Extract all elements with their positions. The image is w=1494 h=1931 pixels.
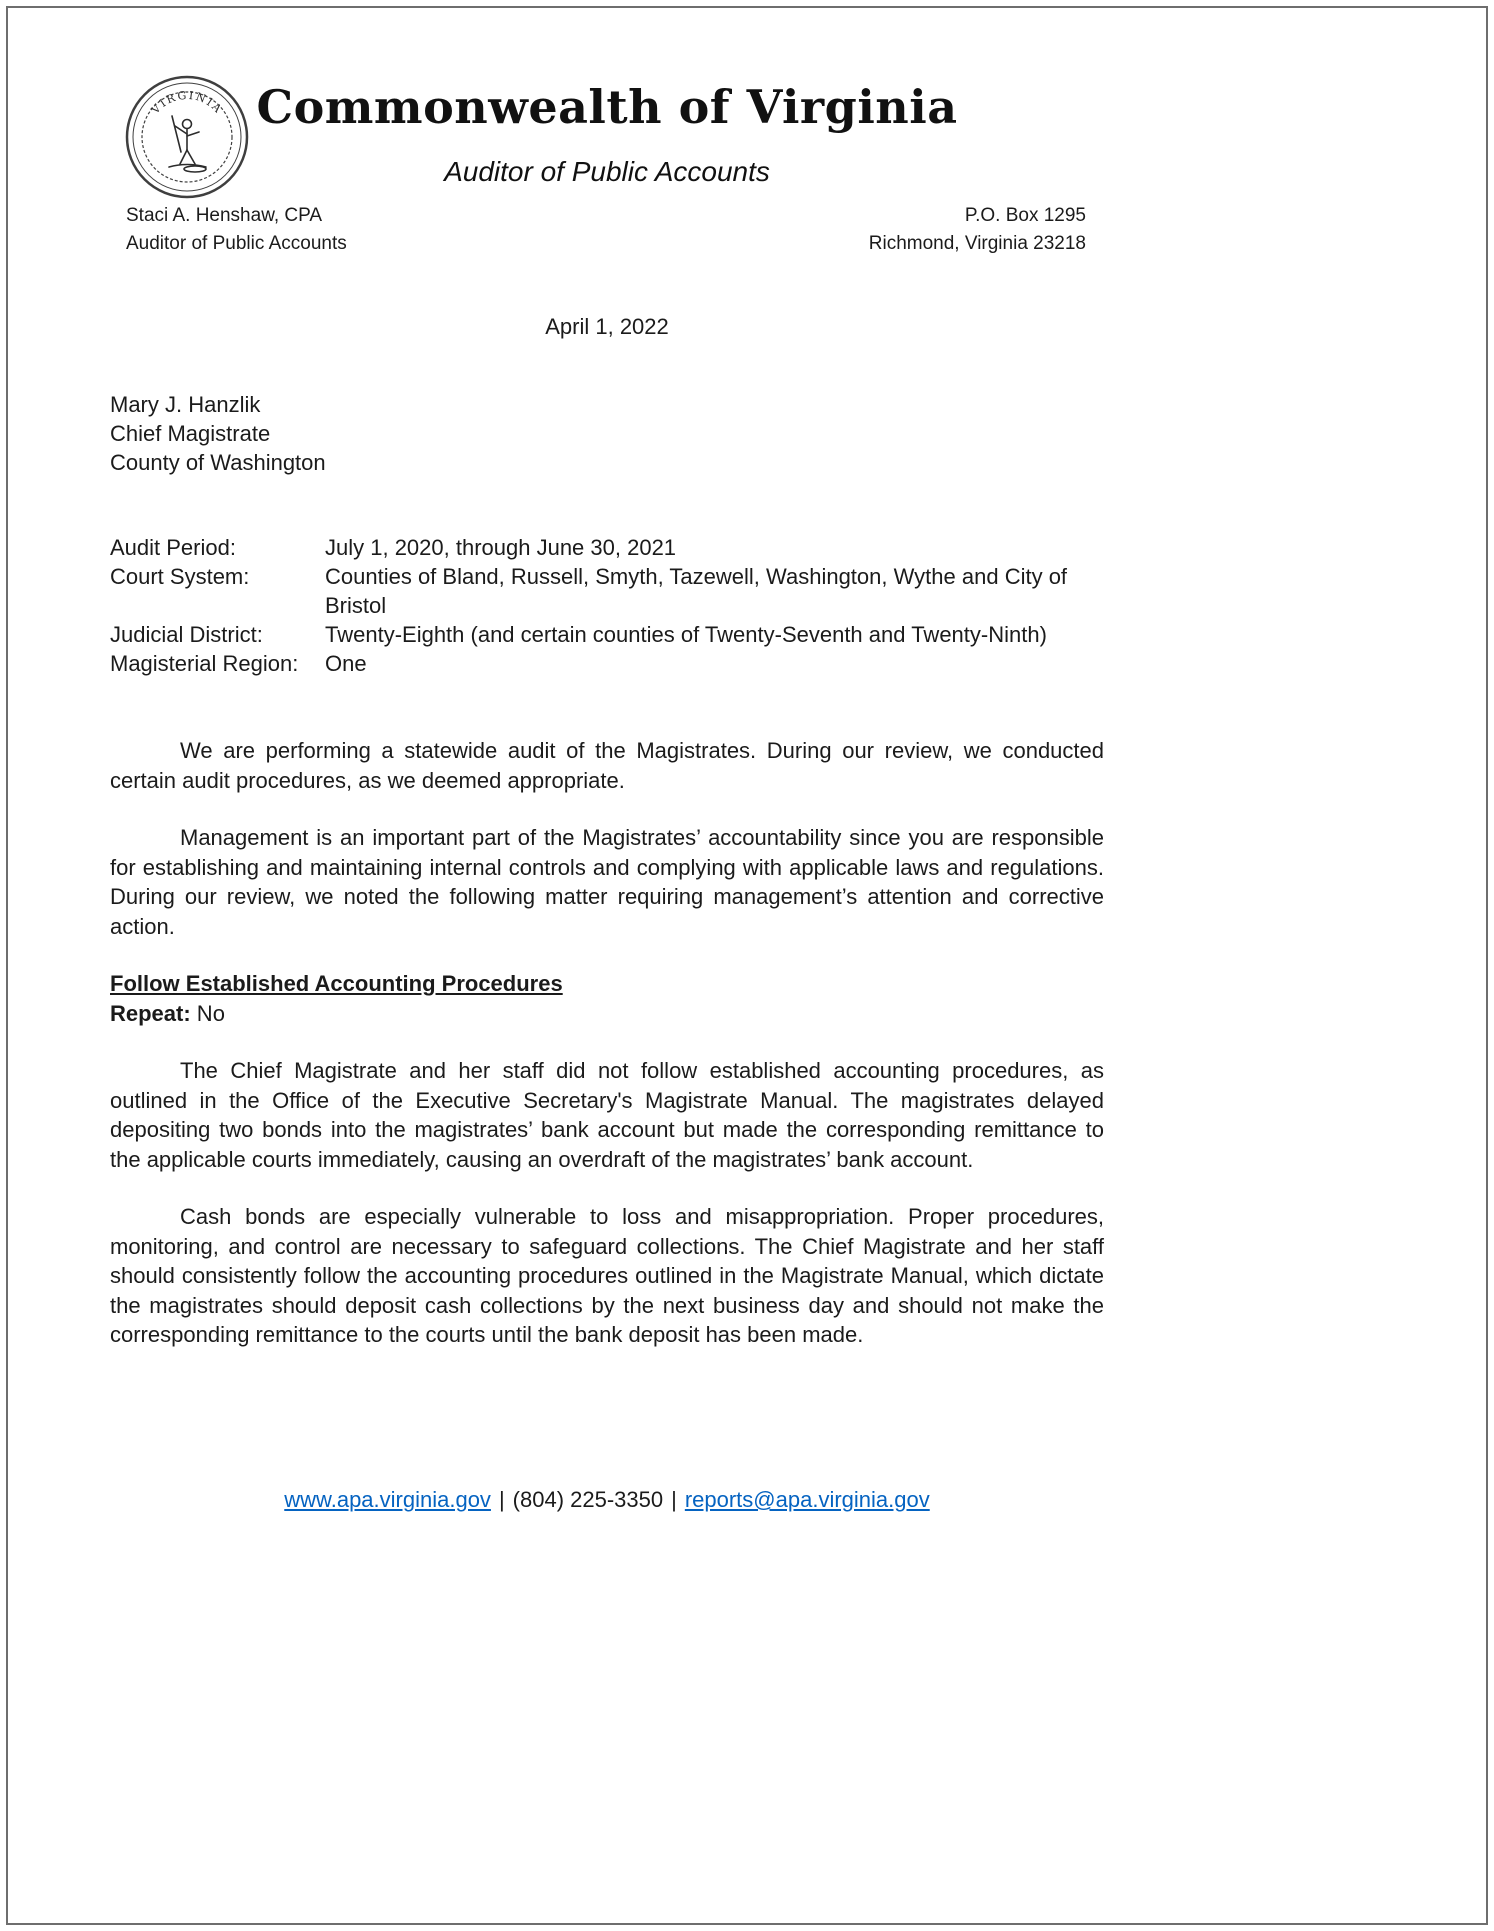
finding-heading: Follow Established Accounting Procedures xyxy=(110,971,563,996)
audit-row-court-system xyxy=(110,562,1104,620)
footer-separator-2: | xyxy=(671,1487,677,1512)
judicial-district-value: Twenty-Eighth (and certain counties of Twenty-Seventh and Twenty-Ninth) xyxy=(325,622,1047,647)
email-link[interactable]: reports@apa.virginia.gov xyxy=(684,1487,930,1512)
address-block xyxy=(869,202,1104,258)
letter-footer xyxy=(110,1487,1104,1513)
auditor-name-block xyxy=(110,202,347,258)
virginia-seal-icon xyxy=(124,74,250,200)
judicial-district-label: Judicial District: xyxy=(110,622,263,647)
letterhead xyxy=(110,0,1104,258)
recipient-locality: County of Washington xyxy=(110,450,326,475)
finding-block xyxy=(110,969,1104,1028)
audit-period-label: Audit Period: xyxy=(110,535,236,560)
auditor-title: Auditor of Public Accounts xyxy=(126,233,347,254)
paragraph-finding-detail: The Chief Magistrate and her staff did not follow established accounting procedures, as outlined in the Office of the Executive Secretary's Magistrate Manual. The magistrates delayed depositing two bonds into the magistrates’ bank account but made the corresponding remittance to the applicable courts immediately, causing an overdraft of the magistrates’ bank account. xyxy=(110,1058,1104,1172)
repeat-value: No xyxy=(190,1000,225,1026)
website-link[interactable]: www.apa.virginia.gov xyxy=(284,1487,491,1512)
letterhead-info xyxy=(110,202,1104,258)
letterhead-subtitle: Auditor of Public Accounts xyxy=(444,156,770,187)
magisterial-region-label: Magisterial Region: xyxy=(110,651,299,676)
repeat-label: Repeat: xyxy=(110,1000,191,1026)
audit-row-period xyxy=(110,533,1104,562)
address-city: Richmond, Virginia 23218 xyxy=(868,233,1086,254)
phone-number: (804) 225-3350 xyxy=(512,1487,664,1512)
letterhead-title: Commonwealth of Virginia xyxy=(256,80,958,134)
seal-figure xyxy=(169,116,206,172)
address-po-box: P.O. Box 1295 xyxy=(964,205,1086,226)
audit-row-magisterial-region xyxy=(110,649,1104,678)
court-system-value: Counties of Bland, Russell, Smyth, Tazewell, Washington, Wythe and City of Bristol xyxy=(325,564,1068,618)
svg-text:VIRGINIA xyxy=(148,89,225,118)
audit-info-table xyxy=(110,533,1104,678)
recipient-block xyxy=(110,390,1104,477)
court-system-label: Court System: xyxy=(110,564,250,589)
footer-separator-1: | xyxy=(498,1487,505,1512)
audit-row-judicial-district xyxy=(110,620,1104,649)
letter-content xyxy=(110,0,1104,1512)
recipient-title: Chief Magistrate xyxy=(110,421,271,446)
recipient-name: Mary J. Hanzlik xyxy=(110,392,261,417)
auditor-name: Staci A. Henshaw, CPA xyxy=(126,205,323,226)
repeat-line xyxy=(110,999,1104,1029)
paragraph-recommendation: Cash bonds are especially vulnerable to loss and misappropriation. Proper procedures, monitoring, and control are necessary to safeguard collections. The Chief Magistrate and her staff should consistently follow the accounting procedures outlined in the Magistrate Manual, which dictate the magistrates should deposit cash collections by the next business day and should not make the corresponding remittance to the courts until the bank deposit has been made. xyxy=(110,1204,1104,1347)
paragraph-management: Management is an important part of the Magistrates’ accountability since you are responsible for establishing and maintaining internal controls and complying with applicable laws and regulations. During our review, we noted the following matter requiring management’s attention and corrective action. xyxy=(110,825,1104,939)
paragraph-intro: We are performing a statewide audit of the Magistrates. During our review, we conducted certain audit procedures, as we deemed appropriate. xyxy=(110,738,1104,793)
seal-text: VIRGINIA xyxy=(148,88,226,117)
magisterial-region-value: One xyxy=(325,651,367,676)
letter-body xyxy=(110,736,1104,1350)
letter-date: April 1, 2022 xyxy=(545,314,669,339)
audit-period-value: July 1, 2020, through June 30, 2021 xyxy=(325,535,677,560)
